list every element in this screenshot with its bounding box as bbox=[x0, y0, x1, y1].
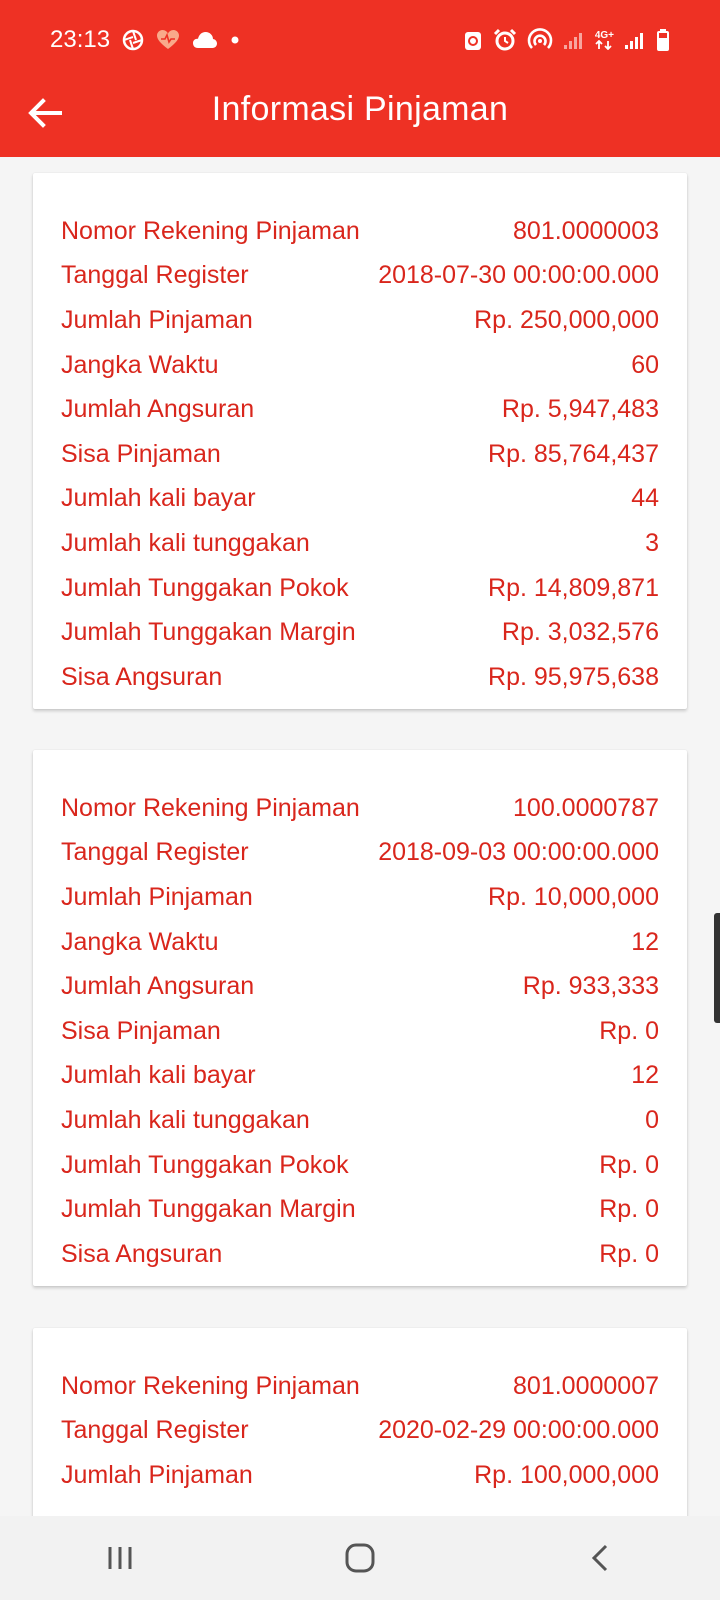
loan-detail-label: Tanggal Register bbox=[61, 1416, 249, 1445]
signal-icon-2 bbox=[624, 30, 646, 50]
status-right bbox=[463, 28, 670, 52]
loan-detail-value: Rp. 0 bbox=[599, 1150, 659, 1179]
loan-detail-label: Jumlah Tunggakan Pokok bbox=[61, 1150, 349, 1179]
status-bar bbox=[0, 0, 720, 80]
loan-detail-label: Jumlah Pinjaman bbox=[61, 882, 253, 911]
loan-detail-value: 0 bbox=[645, 1105, 659, 1134]
loan-detail-value: 2018-09-03 00:00:00.000 bbox=[378, 838, 659, 867]
loan-detail-value: 2018-07-30 00:00:00.000 bbox=[378, 261, 659, 290]
loan-detail-label: Jumlah Tunggakan Margin bbox=[61, 618, 356, 647]
home-icon bbox=[344, 1542, 376, 1574]
battery-icon bbox=[656, 28, 670, 52]
loan-detail-label: Jumlah Tunggakan Margin bbox=[61, 1195, 356, 1224]
loan-card bbox=[33, 750, 687, 1286]
loan-card bbox=[33, 173, 687, 709]
cloud-icon bbox=[192, 31, 218, 49]
loan-detail-row bbox=[61, 1143, 659, 1188]
network-type-icon bbox=[595, 31, 614, 50]
loan-detail-value: 12 bbox=[631, 927, 659, 956]
loan-card-rows bbox=[61, 1364, 659, 1498]
scrollbar[interactable] bbox=[714, 913, 720, 1023]
loan-detail-value: 801.0000003 bbox=[513, 216, 659, 245]
loan-card-rows bbox=[61, 786, 659, 1277]
loan-detail-value: 801.0000007 bbox=[513, 1371, 659, 1400]
loan-detail-row bbox=[61, 343, 659, 388]
loan-detail-row bbox=[61, 1098, 659, 1143]
loan-detail-value: 44 bbox=[631, 484, 659, 513]
loan-detail-value: Rp. 250,000,000 bbox=[474, 305, 659, 334]
page-title: Informasi Pinjaman bbox=[211, 90, 509, 128]
loan-detail-value: Rp. 10,000,000 bbox=[488, 882, 659, 911]
loan-detail-row bbox=[61, 610, 659, 655]
shutter-icon bbox=[122, 29, 144, 51]
loan-list[interactable] bbox=[0, 157, 720, 1516]
loan-detail-value: Rp. 0 bbox=[599, 1239, 659, 1268]
recycle-icon bbox=[463, 29, 483, 51]
loan-detail-value: 3 bbox=[645, 528, 659, 557]
loan-detail-label: Jumlah Angsuran bbox=[61, 972, 255, 1001]
loan-detail-value: Rp. 95,975,638 bbox=[488, 662, 659, 691]
loan-detail-row bbox=[61, 875, 659, 920]
loan-detail-label: Jumlah Pinjaman bbox=[61, 1460, 253, 1489]
loan-detail-row bbox=[61, 1232, 659, 1277]
loan-detail-value: Rp. 85,764,437 bbox=[488, 439, 659, 468]
loan-detail-row bbox=[61, 1453, 659, 1498]
alarm-icon bbox=[493, 28, 517, 52]
toolbar bbox=[0, 80, 720, 157]
loan-detail-row bbox=[61, 477, 659, 522]
loan-detail-value: Rp. 0 bbox=[599, 1195, 659, 1224]
recent-apps-button[interactable] bbox=[80, 1528, 160, 1588]
loan-detail-label: Sisa Angsuran bbox=[61, 662, 223, 691]
loan-detail-label: Tanggal Register bbox=[61, 838, 249, 867]
loan-detail-label: Jangka Waktu bbox=[61, 927, 219, 956]
loan-detail-label: Jumlah kali bayar bbox=[61, 484, 256, 513]
loan-card-rows bbox=[61, 209, 659, 700]
loan-detail-label: Nomor Rekening Pinjaman bbox=[61, 216, 360, 245]
loan-detail-label: Jumlah kali bayar bbox=[61, 1061, 256, 1090]
loan-detail-value: Rp. 100,000,000 bbox=[474, 1460, 659, 1489]
loan-detail-row bbox=[61, 1009, 659, 1054]
loan-detail-label: Jumlah Pinjaman bbox=[61, 305, 253, 334]
signal-icon bbox=[563, 30, 585, 50]
loan-detail-label: Sisa Pinjaman bbox=[61, 1016, 221, 1045]
dot-icon bbox=[230, 35, 240, 45]
loan-detail-label: Sisa Angsuran bbox=[61, 1239, 223, 1268]
loan-detail-label: Jumlah Angsuran bbox=[61, 395, 255, 424]
navigation-bar bbox=[0, 1516, 720, 1600]
loan-detail-row bbox=[61, 1364, 659, 1409]
loan-detail-row bbox=[61, 920, 659, 965]
hotspot-icon bbox=[527, 28, 553, 52]
loan-detail-label: Tanggal Register bbox=[61, 261, 249, 290]
loan-detail-label: Sisa Pinjaman bbox=[61, 439, 221, 468]
loan-detail-label: Nomor Rekening Pinjaman bbox=[61, 1371, 360, 1400]
loan-detail-value: Rp. 14,809,871 bbox=[488, 573, 659, 602]
loan-detail-row bbox=[61, 432, 659, 477]
loan-detail-row bbox=[61, 298, 659, 343]
loan-detail-label: Jumlah kali tunggakan bbox=[61, 528, 310, 557]
status-left bbox=[50, 26, 240, 54]
home-button[interactable] bbox=[320, 1528, 400, 1588]
loan-detail-value: Rp. 933,333 bbox=[522, 972, 659, 1001]
loan-detail-row bbox=[61, 254, 659, 299]
loan-detail-row bbox=[61, 964, 659, 1009]
app-bar bbox=[0, 0, 720, 157]
recent-apps-icon bbox=[105, 1544, 135, 1572]
loan-detail-row bbox=[61, 387, 659, 432]
back-icon bbox=[589, 1543, 611, 1573]
loan-detail-value: Rp. 5,947,483 bbox=[501, 395, 659, 424]
status-time: 23:13 bbox=[50, 26, 111, 53]
loan-detail-value: 12 bbox=[631, 1061, 659, 1090]
network-type-label: 4G+ bbox=[594, 29, 614, 41]
loan-detail-row bbox=[61, 831, 659, 876]
loan-detail-value: Rp. 3,032,576 bbox=[501, 618, 659, 647]
loan-detail-row bbox=[61, 1409, 659, 1454]
loan-detail-row bbox=[61, 566, 659, 611]
loan-detail-label: Nomor Rekening Pinjaman bbox=[61, 793, 360, 822]
loan-detail-row bbox=[61, 521, 659, 566]
loan-detail-value: Rp. 0 bbox=[599, 1016, 659, 1045]
heart-icon bbox=[156, 29, 180, 51]
loan-detail-value: 100.0000787 bbox=[513, 793, 659, 822]
loan-detail-label: Jumlah Tunggakan Pokok bbox=[61, 573, 349, 602]
system-back-button[interactable] bbox=[560, 1528, 640, 1588]
loan-card bbox=[33, 1328, 687, 1516]
loan-detail-value: 60 bbox=[631, 350, 659, 379]
loan-detail-label: Jumlah kali tunggakan bbox=[61, 1105, 310, 1134]
loan-detail-row bbox=[61, 1054, 659, 1099]
loan-detail-row bbox=[61, 655, 659, 700]
loan-detail-row bbox=[61, 209, 659, 254]
loan-detail-row bbox=[61, 1187, 659, 1232]
loan-detail-label: Jangka Waktu bbox=[61, 350, 219, 379]
loan-detail-value: 2020-02-29 00:00:00.000 bbox=[378, 1416, 659, 1445]
loan-detail-row bbox=[61, 786, 659, 831]
